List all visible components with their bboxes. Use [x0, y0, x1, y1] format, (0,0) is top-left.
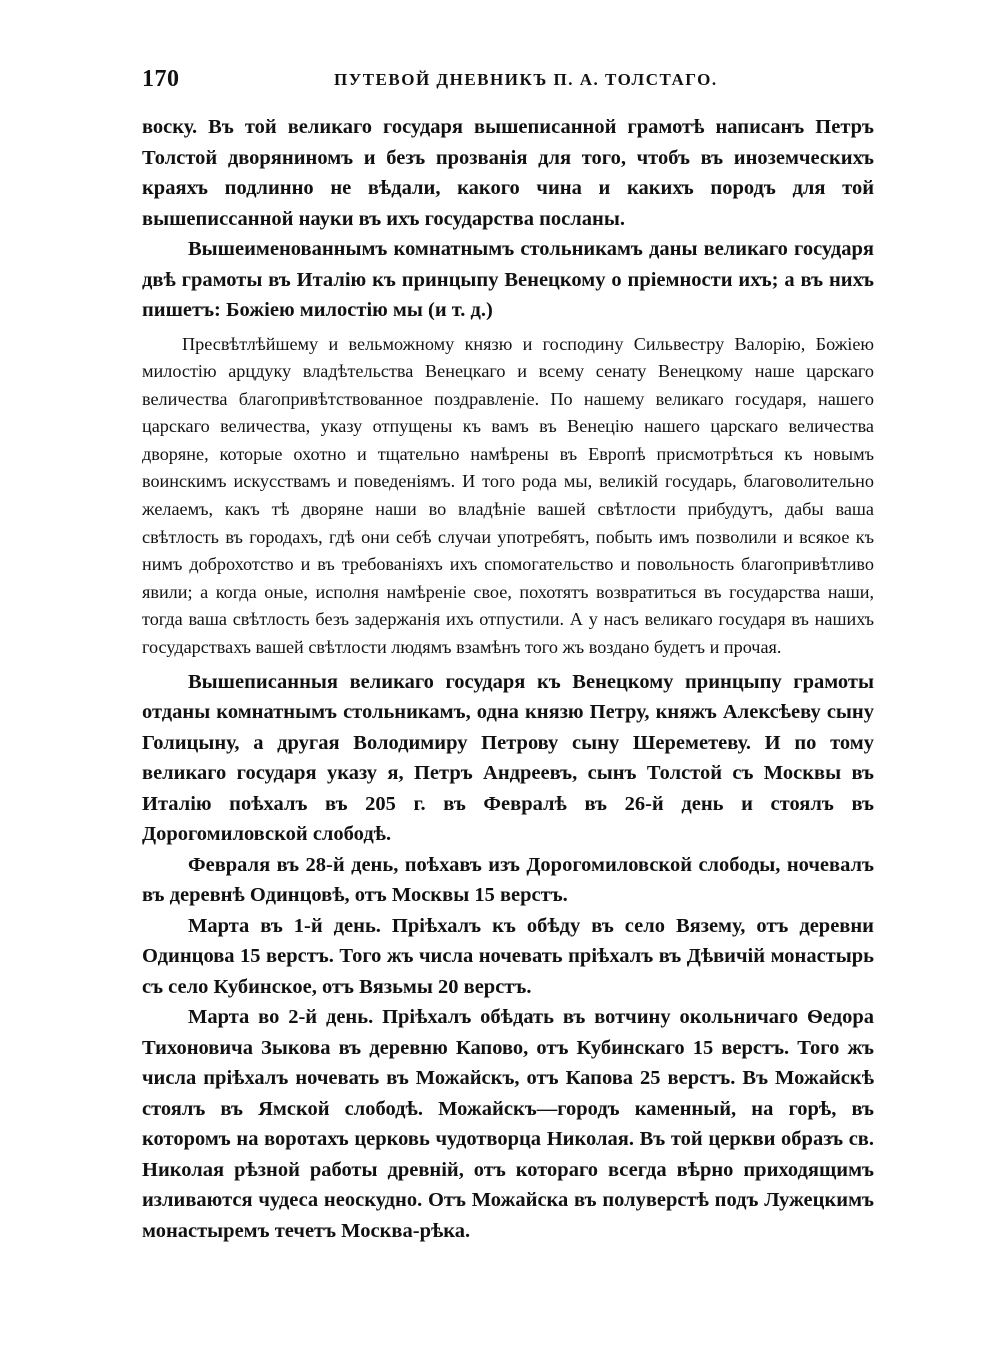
- paragraph-continuation: воску. Въ той великаго государя вышеписанной грамотѣ написанъ Петръ Толстой дворяниномъ и безъ прозванія для того, чтобъ въ иноземческихъ краяхъ подлинно не вѣдали, какого чина и какихъ породъ для той вышеписсанной науки въ ихъ государства посланы.: [142, 116, 874, 230]
- running-title: ПУТЕВОЙ ДНЕВНИКЪ П. А. ТОЛСТАГО.: [334, 70, 718, 89]
- page-number: 170: [142, 66, 180, 92]
- paragraph-march-2: Марта во 2-й день. Пріѣхалъ обѣдать въ вотчину окольничаго Ѳедора Тихоновича Зыкова въ деревню Капово, отъ Кубинскаго 15 верстъ. Того жъ числа пріѣхалъ ночевать въ Можайскъ, отъ Капова 25 верстъ. Въ Можайскѣ стоялъ въ Ямской слободѣ. Можайскъ—городъ каменный, на горѣ, въ которомъ на воротахъ церковь чудотворца Николая. Въ той церкви образъ св. Николая рѣзной работы древній, отъ котораго всегда вѣрно приходящимъ изливаются чудеса неоскудно. Отъ Можайска въ полуверстѣ подъ Лужецкимъ монастыремъ течетъ Москва-рѣка.: [142, 1006, 874, 1242]
- body-text: [142, 112, 874, 1246]
- paragraph-departure: Вышеписанныя великаго государя къ Венецкому принцыпу грамоты отданы комнатнымъ стольникамъ, одна князю Петру, княжъ Алексѣеву сыну Голицыну, а другая Володимиру Петрову сыну Шереметеву. И по тому великаго государя указу я, Петръ Андреевъ, сынъ Толстой съ Москвы въ Италію поѣхалъ въ 205 г. въ Февралѣ въ 26-й день и стоялъ въ Дорогомиловской слободѣ.: [142, 670, 874, 846]
- paragraph-march-1: Марта въ 1-й день. Пріѣхалъ къ обѣду въ село Вязему, отъ деревни Одинцова 15 верстъ. Того жъ числа ночевать пріѣхалъ въ Дѣвичій монастырь съ село Кубинское, отъ Вязьмы 20 верстъ.: [142, 914, 874, 998]
- paragraph-february-28: Февраля въ 28-й день, поѣхавъ изъ Дорогомиловской слободы, ночевалъ въ деревнѣ Одинцовѣ, отъ Москвы 15 верстъ.: [142, 853, 874, 907]
- page-header: [142, 66, 874, 96]
- paragraph-letter-text: Пресвѣтлѣйшему и вельможному князю и господину Сильвестру Валорію, Божіею милостію арцдуку владѣтельства Венецкаго и всему сенату Венецкому наше царскаго величества благопривѣтствованное поздравленіе. По нашему великаго государя, нашего царскаго величества, указу отпущены къ вамъ въ Венецію нашего царскаго величества дворяне, которые охотно и тщательно намѣрены въ Европѣ присмотрѣться къ новымъ воинскимъ искусствамъ и поведеніямъ. И того рода мы, великій государь, благоволительно желаемъ, какъ тѣ дворяне наши во владѣніе вашей свѣтлости прибудутъ, дабы ваша свѣтлость въ городахъ, гдѣ они себѣ случаи употребятъ, побыть имъ позволили и всякое къ нимъ доброхотство и въ требованіяхъ ихъ спомогательство и повольность благопривѣтливо явили; а когда оные, исполня намѣреніе свое, похотятъ возвратиться въ государства наши, тогда ваша свѣтлость безъ задержанія ихъ отпустили. А у насъ великаго государя въ нашихъ государствахъ вашей свѣтлости людямъ взамѣнъ того жъ воздано будетъ и прочая.: [142, 333, 874, 658]
- paragraph-charters: Вышеименованнымъ комнатнымъ стольникамъ даны великаго государя двѣ грамоты въ Италію къ принцыпу Венецкому о пріемности ихъ; а въ нихъ пишетъ: Божіею милостію мы (и т. д.): [142, 238, 874, 321]
